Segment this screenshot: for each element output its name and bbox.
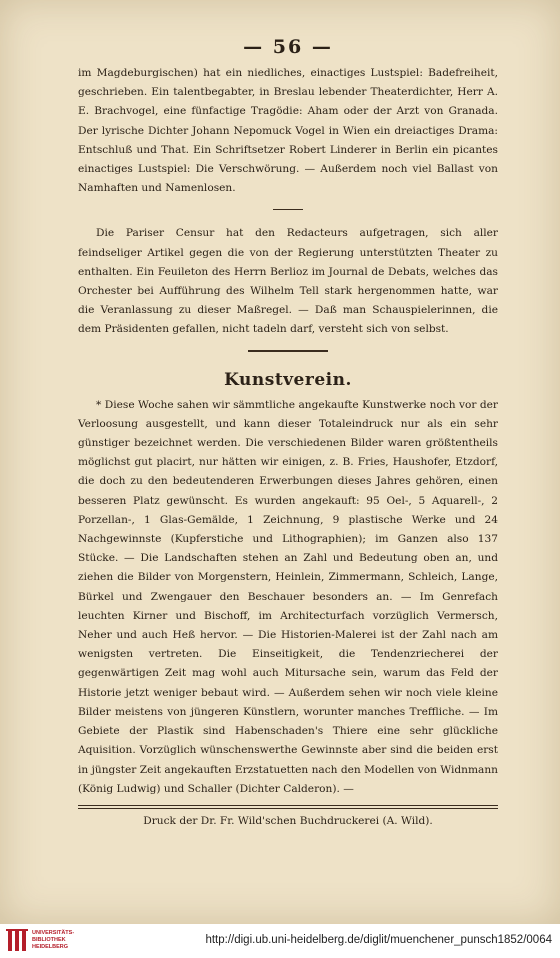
paragraph-paris-censorship: Die Pariser Censur hat den Redacteurs aufgetragen, sich aller feindseliger Artikel gegen die von der Regierung unterstützten Theater zu enthalten. Ein Feuileton des Herrn Berlioz im Journal de Debats, welches das Orchester bei Aufführung des Wilhelm Tell stark hergenommen hatte, war die Veranlassung zu dieser Maßregel. — Daß man Schauspielerinnen, die dem Präsidenten gefallen, nicht tadeln darf, versteht sich von selbst. [78, 227, 498, 336]
library-footer [0, 924, 560, 958]
library-logo[interactable] [6, 928, 86, 954]
library-logo-text: UNIVERSITÄTS- BIBLIOTHEK HEIDELBERG [32, 930, 75, 950]
library-logo-icon [6, 928, 28, 954]
page-content [78, 36, 498, 829]
paragraph-kunstverein: * Diese Woche sahen wir sämmtliche angekaufte Kunstwerke noch vor der Verloosung ausgestellt, und kann dieser Totaleindruck nur als ein sehr günstiger bezeichnet werden. Die verschiedenen Bilder waren größtentheils möglichst gut placirt, nur hätten wir einigen, z. B. Fries, Haushofer, Etzdorf, die doch zu den bedeutenderen Erwerbungen dieses Jahres gehören, einen besseren Platz gewünscht. Es wurden angekauft: 95 Oel-, 5 Aquarell-, 2 Porzellan-, 1 Glas-Gemälde, 1 Zeichnung, 9 plastische Werke und 24 Nachgewinnste (Kupferstiche und Lithographien); im Ganzen also 137 Stücke. — Die Landschaften stehen an Zahl und Bedeutung oben an, und ziehen die Bilder von Morgenstern, Heinlein, Zimmermann, Schleich, Lange, Bürkel und Zwengauer den Beschauer besonders an. — Im Genrefach leuchten Kirner und Bischoff, im Architecturfach vorzüglich Vermersch, Neher und auch Heß hervor. — Die Historien-Malerei ist der Zahl nach am wenigsten vertreten. Die Einseitigkeit, die Tendenzriecherei der gegenwärtigen Zeit mag wohl auch Mitursache sein, warum das Feld der Historie jetzt weniger bebaut wird. — Außerdem sehen wir noch viele kleine Bilder meistens von jüngeren Künstlern, worunter manches Treffliche. — Im Gebiete der Plastik sind Habenschaden's Thiere eine sehr glückliche Aquisition. Vorzüglich wünschenswerthe Gewinnste aber sind die beiden erst in jüngster Zeit angekauften Erzstatuetten nach den Modellen von Widnmann (König Ludwig) und Schaller (Dichter Calderon). — [78, 398, 498, 795]
page-number: — 56 — [243, 36, 333, 58]
footer-rule-top [78, 805, 498, 806]
paragraph-theatre-news: im Magdeburgischen) hat ein niedliches, einactiges Lustspiel: Badefreiheit, geschrieben. Ein talentbegabter, in Breslau lebender Theaterdichter, Herr A. E. Brachvogel, eine fünfactige Tragödie: Aham oder der Arzt von Granada. Der lyrische Dichter Johann Nepomuck Vogel in Wien ein dreiactiges Drama: Entschluß und That. Ein Schriftsetzer Robert Linderer in Berlin ein picantes einactiges Lustspiel: Die Verschwörung. — Außerdem noch viel Ballast von Namhaften und Namenlosen. [78, 67, 498, 195]
source-url-link[interactable]: http://digi.ub.uni-heidelberg.de/diglit/muenchener_punsch1852/0064 [205, 934, 552, 946]
footer-rule-bottom [78, 808, 498, 809]
separator-rule [273, 209, 303, 210]
section-heading-kunstverein: Kunstverein. [224, 369, 352, 390]
section-separator [248, 350, 328, 352]
printer-imprint: Druck der Dr. Fr. Wild'schen Buchdruckerei (A. Wild). [143, 814, 433, 827]
